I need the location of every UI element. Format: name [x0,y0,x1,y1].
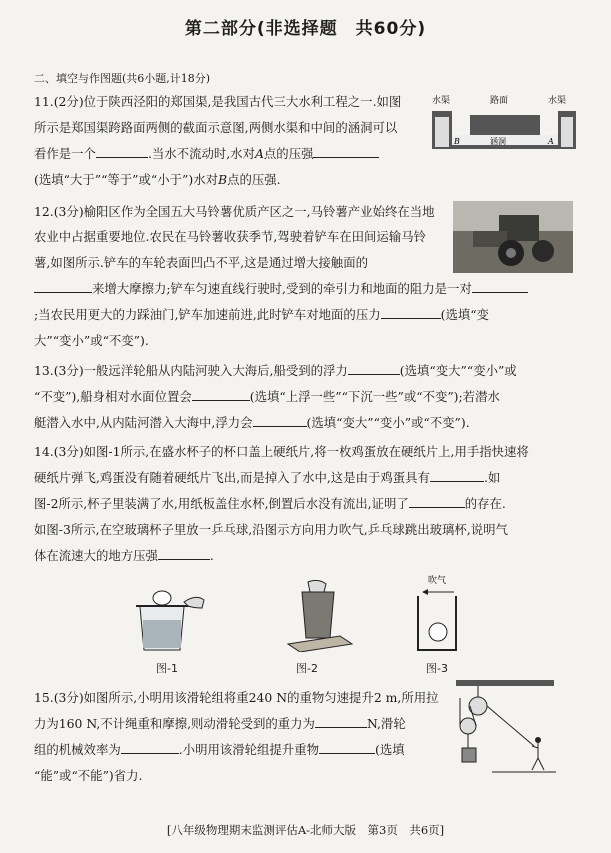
q12-line-4 [34,281,528,297]
q14-text: 的存在. [464,496,506,511]
inverted-cup-water [302,592,334,638]
figure-2-inverted-cup [278,578,358,652]
q15-line-3 [34,742,405,758]
q13-blank-2[interactable] [192,389,250,401]
q14-line-2 [34,470,500,486]
q11-blank-1[interactable] [96,146,148,158]
road-label: 路面 [490,96,509,106]
q12-line-2: 农业中占据重要地位.农民在马铃薯收获季节,驾驶着铲车在田间运输马铃 [34,229,426,244]
q12-text: 来增大摩擦力;铲车匀速直线行驶时,受到的牵引力和地面的阻力是一对 [92,281,472,296]
q13-line-1 [34,363,517,379]
q13-text: (选填“变大”“变小”或 [399,363,517,378]
q12-line-5 [34,307,489,323]
q13-line-3 [34,415,470,431]
q15-text: N,滑轮 [366,716,406,731]
q14-blank-2[interactable] [409,496,465,508]
part-title: 第二部分(非选择题 共60分) [184,19,427,39]
q14-text: 图-2所示,杯子里装满了水,用纸板盖住水杯,倒置后水没有流出,证明了 [34,496,409,511]
person-leg [538,758,544,770]
q14-text: .如 [483,470,501,485]
pull-rope [487,706,534,746]
q14-text: . [209,548,214,563]
q13-text: (选填“上浮一些”“下沉一些”或“不变”);若潜水 [249,389,500,404]
left-canal-water [435,117,449,147]
q12-blank-2[interactable] [472,281,528,293]
q15-line-2 [34,716,406,732]
figure-1-cup-egg [128,584,208,654]
q12-text: ;当农民用更大的力踩油门,铲车加速前进,此时铲车对地面的压力 [34,307,381,322]
q13-text: (选填“变大”“变小”或“不变”). [306,415,470,430]
q14-blank-1[interactable] [430,470,484,482]
q14-line-4: 如图-3所示,在空玻璃杯子里放一乒乓球,沿图示方向用力吹气,乒乓球跳出玻璃杯,说明气 [34,522,508,537]
q11-text: .当水不流动时,水对 [147,146,255,161]
point-b-label: B [217,172,228,187]
cup-water [143,620,181,648]
q12-blank-3[interactable] [381,307,441,319]
q11-text: 看作是一个 [34,146,96,161]
q12-blank-1[interactable] [34,281,92,293]
arrow-head-icon [422,589,428,595]
q11-line-2: 所示是郑国渠跨路面两侧的截面示意图,两侧水渠和中间的涵洞可以 [34,120,398,135]
egg-icon [153,591,171,605]
q13-line-2 [34,389,500,405]
q13-text: “不变”),船身相对水面位置会 [34,389,192,404]
figure-1-caption: 图-1 [156,662,178,675]
canal-label-right: 水渠 [548,96,567,106]
q14-text: 体在流速大的地方压强 [34,548,158,563]
hand-icon [308,580,326,592]
q14-line-3 [34,496,506,512]
ceiling-beam [456,680,554,686]
q15-text: 力为160 N,不计绳重和摩擦,则动滑轮受到的重力为 [34,716,315,731]
page-footer: [八年级物理期末监测评估A-北师大版 第3页 共6页] [166,823,445,837]
movable-pulley-icon [460,718,476,734]
q13-text: 艇潜入水中,从内陆河潜入大海中,浮力会 [34,415,253,430]
q11-line-1: 11.(2分)位于陕西泾阳的郑国渠,是我国古代三大水利工程之一.如图 [34,94,402,109]
q14-line-1: 14.(3分)如图-1所示,在盛水杯子的杯口盖上硬纸片,将一枚鸡蛋放在硬纸片上,用手指快速将 [34,444,529,459]
q12-line-1: 12.(3分)榆阳区作为全国五大马铃薯优质产区之一,马铃薯产业始终在当地 [34,204,435,219]
q11-text: 点的压强. [227,172,281,187]
person-leg [532,758,538,770]
loader-tractor-image [453,201,573,273]
q11-text: (选填“大于”“等于”或“小于”)水对 [34,172,218,187]
q15-blank-2[interactable] [121,742,179,754]
figure-3-pingpong-cup [408,574,468,654]
q14-text: 硬纸片弹飞,鸡蛋没有随着硬纸片飞出,而是掉入了水中,这是由于鸡蛋具有 [34,470,430,485]
figure-2-caption: 图-2 [296,662,318,675]
q11-line-3 [34,146,379,162]
q12-text: 薯,如图所示.铲车的车轮表面凹凸不平,这是通过增大接触面的 [34,255,368,270]
section-heading: 二、填空与作图题(共6小题,计18分) [34,72,211,85]
q15-text: .小明用该滑轮组提升重物 [178,742,319,757]
point-a-label: A [254,146,264,161]
person-head-icon [535,737,541,743]
heavy-weight-block [462,748,476,762]
q11-blank-2[interactable] [313,146,379,158]
q14-blank-3[interactable] [158,548,210,560]
q12-line-3 [34,255,368,271]
blow-label: 吹气 [428,576,447,586]
q14-line-5 [34,548,214,564]
canal-cross-section-figure [430,93,580,155]
point-a-marker: A [548,137,554,146]
pulley-system-figure [452,678,558,778]
q11-text: 点的压强 [263,146,314,161]
canal-label-left: 水渠 [432,96,451,106]
q13-blank-3[interactable] [253,415,307,427]
point-b-marker: B [454,137,460,146]
q13-text: 13.(3分)一般远洋轮船从内陆河驶入大海后,船受到的浮力 [34,363,348,378]
q15-blank-1[interactable] [315,716,367,728]
q15-line-1: 15.(3分)如图所示,小明用该滑轮组将重240 N的重物匀速提升2 m,所用拉 [34,690,439,705]
q15-text: (选填 [374,742,405,757]
tunnel-label: 涵洞 [490,137,506,146]
q11-line-4 [34,172,281,188]
q12-text: (选填“变 [440,307,489,322]
loader-tractor-photo [453,201,573,273]
right-canal-water [561,117,573,147]
q12-line-6: 大”“变小”或“不变”). [34,333,149,348]
q15-blank-3[interactable] [319,742,375,754]
q15-text: 组的机械效率为 [34,742,121,757]
person-arm [532,746,538,748]
q15-line-4: “能”或“不能”)省力. [34,768,143,783]
pingpong-ball-icon [429,623,447,641]
figure-3-caption: 图-3 [426,662,448,675]
q13-blank-1[interactable] [348,363,400,375]
